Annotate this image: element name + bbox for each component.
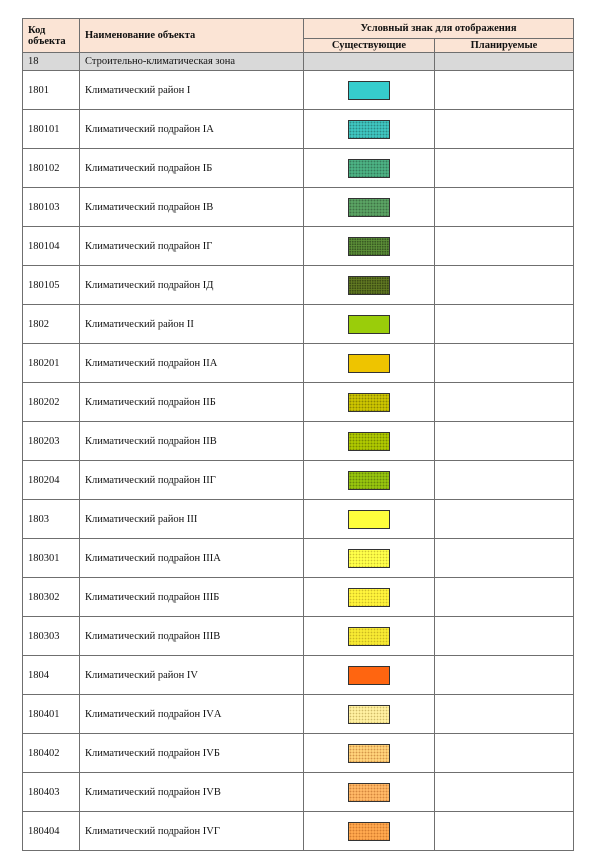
object-name: Климатический подрайон IIIВ	[80, 617, 304, 656]
existing-sign-cell	[304, 461, 435, 500]
table-row	[23, 500, 574, 539]
legend-body	[23, 53, 574, 851]
table-row	[23, 422, 574, 461]
table-row	[23, 227, 574, 266]
object-code: 1802	[23, 305, 80, 344]
planned-sign-cell	[435, 578, 574, 617]
planned-sign-cell	[435, 71, 574, 110]
legend-swatch	[348, 198, 390, 217]
legend-swatch	[348, 783, 390, 802]
object-code: 180204	[23, 461, 80, 500]
legend-swatch	[348, 471, 390, 490]
planned-sign-cell	[435, 734, 574, 773]
existing-sign-cell	[304, 344, 435, 383]
object-code: 1801	[23, 71, 80, 110]
table-row	[23, 734, 574, 773]
section-planned-cell	[435, 53, 574, 71]
legend-page	[22, 18, 573, 851]
object-name: Климатический подрайон IVГ	[80, 812, 304, 851]
existing-sign-cell	[304, 656, 435, 695]
existing-sign-cell	[304, 773, 435, 812]
planned-sign-cell	[435, 773, 574, 812]
planned-sign-cell	[435, 149, 574, 188]
name-column-header: Наименование объекта	[80, 19, 304, 53]
planned-column-header: Планируемые	[435, 39, 574, 53]
object-name: Климатический подрайон IВ	[80, 188, 304, 227]
object-name: Климатический район III	[80, 500, 304, 539]
existing-sign-cell	[304, 188, 435, 227]
object-name: Климатический подрайон IVА	[80, 695, 304, 734]
existing-sign-cell	[304, 578, 435, 617]
object-name: Климатический подрайон IIВ	[80, 422, 304, 461]
existing-sign-cell	[304, 500, 435, 539]
object-code: 180202	[23, 383, 80, 422]
legend-swatch	[348, 159, 390, 178]
legend-swatch	[348, 393, 390, 412]
legend-swatch	[348, 81, 390, 100]
section-name: Строительно-климатическая зона	[80, 53, 304, 71]
table-row	[23, 812, 574, 851]
planned-sign-cell	[435, 695, 574, 734]
table-row	[23, 305, 574, 344]
section-existing-cell	[304, 53, 435, 71]
legend-swatch	[348, 666, 390, 685]
object-name: Климатический подрайон IБ	[80, 149, 304, 188]
object-code: 180403	[23, 773, 80, 812]
object-name: Климатический подрайон IА	[80, 110, 304, 149]
object-code: 180203	[23, 422, 80, 461]
existing-sign-cell	[304, 71, 435, 110]
object-code: 180104	[23, 227, 80, 266]
planned-sign-cell	[435, 461, 574, 500]
legend-swatch	[348, 549, 390, 568]
table-row	[23, 656, 574, 695]
existing-sign-cell	[304, 734, 435, 773]
planned-sign-cell	[435, 539, 574, 578]
table-row	[23, 695, 574, 734]
object-name: Климатический подрайон IVВ	[80, 773, 304, 812]
object-code: 1804	[23, 656, 80, 695]
existing-sign-cell	[304, 812, 435, 851]
object-code: 180201	[23, 344, 80, 383]
table-row	[23, 188, 574, 227]
existing-sign-cell	[304, 695, 435, 734]
table-row	[23, 578, 574, 617]
legend-swatch	[348, 588, 390, 607]
planned-sign-cell	[435, 227, 574, 266]
planned-sign-cell	[435, 344, 574, 383]
planned-sign-cell	[435, 383, 574, 422]
object-name: Климатический подрайон IIГ	[80, 461, 304, 500]
existing-sign-cell	[304, 383, 435, 422]
legend-swatch	[348, 627, 390, 646]
table-row	[23, 149, 574, 188]
legend-swatch	[348, 432, 390, 451]
legend-swatch	[348, 822, 390, 841]
table-row	[23, 461, 574, 500]
object-code: 180105	[23, 266, 80, 305]
object-code: 180103	[23, 188, 80, 227]
header-row	[23, 19, 574, 39]
planned-sign-cell	[435, 812, 574, 851]
object-code: 180404	[23, 812, 80, 851]
existing-sign-cell	[304, 305, 435, 344]
legend-swatch	[348, 744, 390, 763]
table-row	[23, 110, 574, 149]
legend-swatch	[348, 705, 390, 724]
object-code: 180102	[23, 149, 80, 188]
existing-sign-cell	[304, 539, 435, 578]
section-row	[23, 53, 574, 71]
table-row	[23, 266, 574, 305]
planned-sign-cell	[435, 305, 574, 344]
table-row	[23, 539, 574, 578]
object-name: Климатический подрайон IIБ	[80, 383, 304, 422]
existing-sign-cell	[304, 422, 435, 461]
object-code: 180302	[23, 578, 80, 617]
sign-column-header: Условный знак для отображения	[304, 19, 574, 39]
object-code: 180301	[23, 539, 80, 578]
object-name: Климатический район II	[80, 305, 304, 344]
object-name: Климатический подрайон IIIА	[80, 539, 304, 578]
planned-sign-cell	[435, 110, 574, 149]
object-code: 180101	[23, 110, 80, 149]
object-name: Климатический подрайон IIА	[80, 344, 304, 383]
table-row	[23, 344, 574, 383]
object-name: Климатический район IV	[80, 656, 304, 695]
existing-sign-cell	[304, 617, 435, 656]
existing-column-header: Существующие	[304, 39, 435, 53]
planned-sign-cell	[435, 500, 574, 539]
section-code: 18	[23, 53, 80, 71]
table-row	[23, 383, 574, 422]
object-name: Климатический подрайон IГ	[80, 227, 304, 266]
planned-sign-cell	[435, 422, 574, 461]
existing-sign-cell	[304, 110, 435, 149]
object-code: 180401	[23, 695, 80, 734]
planned-sign-cell	[435, 617, 574, 656]
planned-sign-cell	[435, 656, 574, 695]
object-name: Климатический подрайон IД	[80, 266, 304, 305]
legend-swatch	[348, 120, 390, 139]
planned-sign-cell	[435, 266, 574, 305]
object-code: 180402	[23, 734, 80, 773]
object-name: Климатический подрайон IIIБ	[80, 578, 304, 617]
object-name: Климатический подрайон IVБ	[80, 734, 304, 773]
table-row	[23, 71, 574, 110]
object-name: Климатический район I	[80, 71, 304, 110]
legend-swatch	[348, 276, 390, 295]
existing-sign-cell	[304, 227, 435, 266]
legend-swatch	[348, 315, 390, 334]
legend-table	[22, 18, 574, 851]
legend-swatch	[348, 237, 390, 256]
legend-swatch	[348, 354, 390, 373]
existing-sign-cell	[304, 266, 435, 305]
legend-swatch	[348, 510, 390, 529]
object-code: 1803	[23, 500, 80, 539]
table-row	[23, 617, 574, 656]
table-row	[23, 773, 574, 812]
planned-sign-cell	[435, 188, 574, 227]
existing-sign-cell	[304, 149, 435, 188]
code-column-header: Код объекта	[23, 19, 80, 53]
object-code: 180303	[23, 617, 80, 656]
